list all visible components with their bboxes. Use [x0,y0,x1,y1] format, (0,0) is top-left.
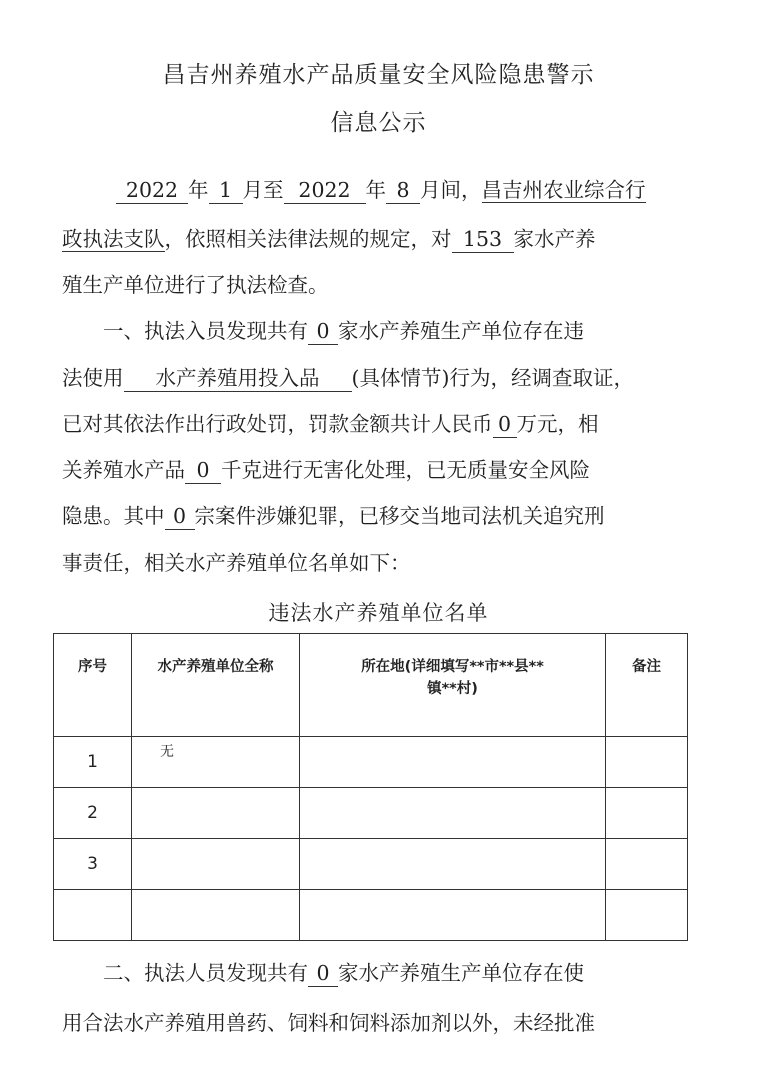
cell-unit-name [132,788,300,839]
text: (具体情节)行为，经调查取证， [351,366,634,390]
text: 关养殖水产品 [62,458,185,482]
table-title: 违法水产养殖单位名单 [268,601,489,625]
section1-line-5 [62,501,702,531]
text: 月间， [420,178,482,202]
table-row [54,788,688,839]
header-location: 所在地(详细填写**市**县**镇**村) [300,634,606,737]
input-item-field: 水产养殖用投入品 [124,365,352,392]
cell-remark [606,839,688,890]
cell-remark [606,788,688,839]
cell-location [300,788,606,839]
fine-amount: 0 [493,411,517,438]
text: 宗案件涉嫌犯罪，已移交当地司法机关追究刑 [194,504,605,528]
section1-line-2 [62,363,702,393]
cell-seq: 2 [54,788,132,839]
violation-unit-count: 0 [308,318,338,345]
criminal-case-count: 0 [165,503,195,530]
cell-unit-name [132,890,300,941]
text: 隐患。其中 [62,504,165,528]
section2-unit-count: 0 [308,960,338,987]
document-title-line2: 信息公示 [330,110,427,136]
header-unit-name: 水产养殖单位全称 [132,634,300,737]
cell-seq [54,890,132,941]
document-title-line1: 昌吉州养殖水产品质量安全风险隐患警示 [162,62,595,88]
cell-remark [606,890,688,941]
text: 万元，相 [516,412,599,436]
section1-line-6 [62,548,702,578]
inspection-end-month: 8 [386,177,420,204]
text: 用合法水产养殖用兽药、饲料和饲料添加剂以外，未经批准 [62,1011,595,1035]
header-seq: 序号 [54,634,132,737]
violation-units-table [53,633,688,941]
cell-seq: 3 [54,839,132,890]
text: 事责任，相关水产养殖单位名单如下： [62,551,411,575]
text: 年 [365,178,386,202]
inspection-start-month: 1 [209,177,243,204]
intro-line-3 [62,270,702,300]
inspected-unit-count: 153 [452,226,514,253]
section2-line-1 [62,958,702,988]
text: ，依照相关法律法规的规定，对 [164,227,452,251]
text: 已对其依法作出行政处罚，罚款金额共计人民币 [62,412,493,436]
table-row [54,737,688,788]
section1-line-1 [62,316,702,346]
text: 法使用 [62,366,124,390]
cell-location [300,737,606,788]
text: 家水产养殖生产单位存在使 [338,961,584,985]
intro-line-1 [62,175,702,205]
cell-remark [606,737,688,788]
cell-location [300,890,606,941]
cell-unit-name: 无 [132,737,300,788]
header-remark: 备注 [606,634,688,737]
inspection-start-year: 2022 [116,177,188,204]
section2-line-2 [62,1008,702,1038]
inspection-end-year: 2022 [284,177,366,204]
section1-line-4 [62,455,702,485]
table-row [54,890,688,941]
cell-seq: 1 [54,737,132,788]
text: 一、执法入员发现共有 [103,319,308,343]
text: 月至 [242,178,284,202]
cell-unit-name [132,839,300,890]
text: 二、执法人员发现共有 [103,961,308,985]
intro-line-2 [62,224,702,254]
agency-name-part1: 昌吉州农业综合行 [481,178,646,202]
text: 家水产养殖生产单位存在违 [338,319,584,343]
text: 千克进行无害化处理，已无质量安全风险 [221,458,590,482]
text: 殖生产单位进行了执法检查。 [62,273,329,297]
text: 年 [188,178,209,202]
table-row [54,839,688,890]
agency-name-part2: 政执法支队 [62,227,165,251]
table-header-row [54,634,688,737]
cell-location [300,839,606,890]
disposed-kg: 0 [185,457,221,484]
section1-line-3 [62,409,702,439]
text: 家水产养 [513,227,596,251]
